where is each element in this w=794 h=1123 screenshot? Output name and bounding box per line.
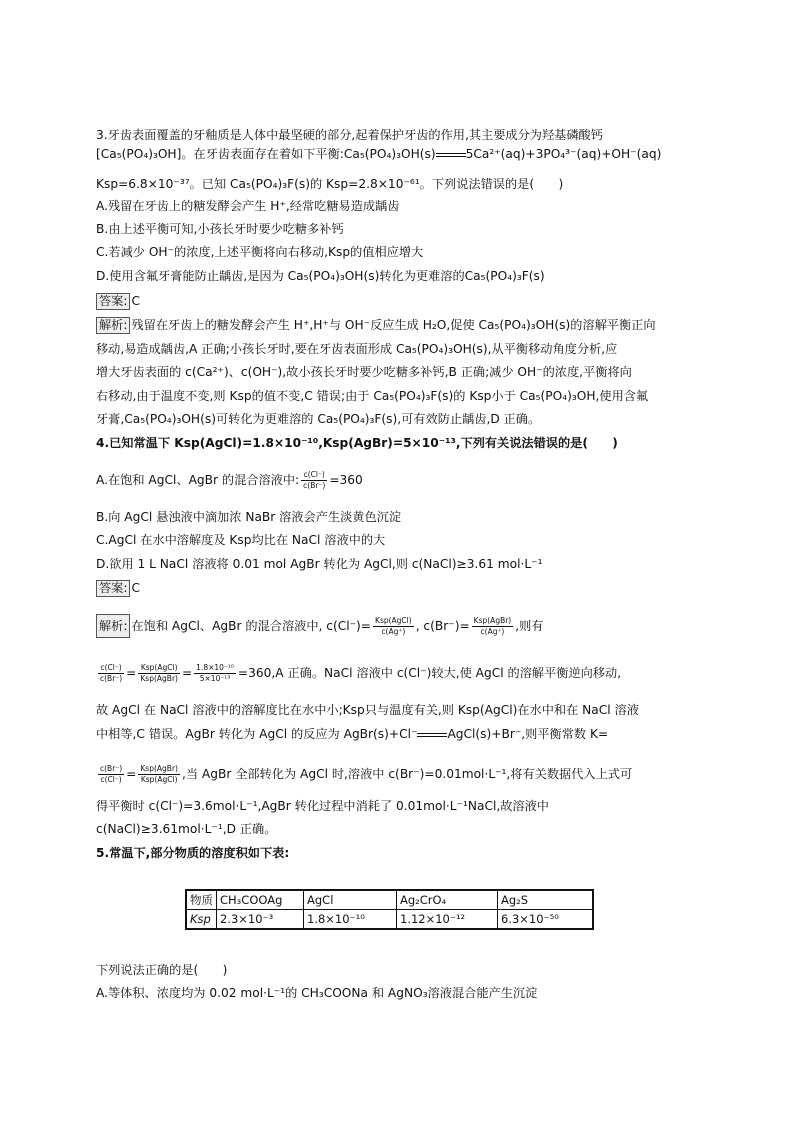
q4-analysis-line3: 故 AgCl 在 NaCl 溶液中的溶解度比在水中小;Ksp只与温度有关,则 Ksp(AgCl)在水中和在 NaCl 溶液 [96,703,639,717]
q3-option-b: B.由上述平衡可知,小孩长牙时要少吃糖多补钙 [96,222,344,236]
q3-stem-line3: Ksp=6.8×10⁻³⁷。已知 Ca₅(PO₄)₃F(s)的 Ksp=2.8×10⁻⁶¹。下列说法错误的是( ) [96,177,564,191]
q4-option-d: D.欲用 1 L NaCl 溶液将 0.01 mol AgBr 转化为 AgCl,则 c(NaCl)≥3.61 mol·L⁻¹ [96,557,543,571]
q3-option-d: D.使用含氟牙膏能防止龋齿,是因为 Ca₅(PO₄)₃OH(s)转化为更难溶的Ca₅(PO₄)₃F(s) [96,269,545,283]
equilibrium-arrow-icon [436,151,466,159]
q3-option-a: A.残留在牙齿上的糖发酵会产生 H⁺,经常吃糖易造成龋齿 [96,199,400,213]
ksp-table [185,889,594,930]
table-row-label: Ksp [186,910,217,930]
fraction: $\frac{\text{Ksp(AgBr)}}{c(Ag^+)}$ [473,616,512,636]
table-row [186,910,593,930]
q5-stem: 5.常温下,部分物质的溶度积如下表: [96,846,290,860]
answer-tag: 答案: [96,293,130,310]
q4-option-c: C.AgCl 在水中溶解度及 Ksp均比在 NaCl 溶液中的大 [96,533,386,547]
table-cell: 1.12×10⁻¹² [397,910,498,930]
fraction: $\frac{\text{Ksp(AgCl)}}{c(Ag^+)}$ [375,616,412,636]
q4-analysis-line2: $\frac{c(Cl^-)}{c(Br^-)}$ = $\frac{\text{Ksp(AgCl)}}{\text{Ksp(AgBr)}}$ = $\frac{\text{1.8×10⁻¹⁰}}{\text{5×10⁻¹³}}$ =360,A 正确。NaCl 溶液中 c(Cl⁻)较大,使 AgCl 的溶解平衡逆向移动, [100,663,622,683]
table-cell: 2.3×10⁻³ [217,910,304,930]
q4-analysis-line7: c(NaCl)≥3.61mol·L⁻¹,D 正确。 [96,822,277,836]
fraction: $\frac{\text{1.8×10⁻¹⁰}}{\text{5×10⁻¹³}}$ [196,663,234,683]
q4-stem: 4.已知常温下 Ksp(AgCl)=1.8×10⁻¹⁰,Ksp(AgBr)=5×10⁻¹³,下列有关说法错误的是( ) [96,436,618,450]
table-cell: 1.8×10⁻¹⁰ [304,910,397,930]
table-cell: 6.3×10⁻⁵⁰ [498,910,594,930]
q3-answer: 答案: C [96,293,140,310]
q3-stem-line1: 3.牙齿表面覆盖的牙釉质是人体中最坚硬的部分,起着保护牙齿的作用,其主要成分为羟基磷酸钙 [96,128,603,142]
fraction: $\frac{\text{Ksp(AgBr)}}{\text{Ksp(AgCl)}}$ [140,764,178,784]
q4-analysis-line4: 中相等,C 错误。AgBr 转化为 AgCl 的反应为 AgBr(s)+Cl⁻ AgCl(s)+Br⁻,则平衡常数 K= [96,727,609,741]
q3-analysis-line5: 牙膏,Ca₅(PO₄)₃OH(s)可转化为更难溶的 Ca₅(PO₄)₃F(s),可有效防止龋齿,D 正确。 [96,412,541,426]
analysis-tag: 解析: [96,317,130,334]
table-header-cell: 物质 [186,890,217,910]
table-header-cell: AgCl [304,890,397,910]
q4-option-a: A.在饱和 AgCl、AgBr 的混合溶液中: $\frac{c(Cl^-)}{c(Br^-)}$ =360 [96,470,363,490]
equilibrium-arrow-icon [417,731,447,739]
q4-answer: 答案: C [96,580,140,597]
fraction: $\frac{c(Br^-)}{c(Cl^-)}$ [100,764,123,784]
q3-analysis-line4: 右移动,由于温度不变,则 Ksp的值不变,C 错误;由于 Ca₅(PO₄)₃F(s)的 Ksp小于 Ca₅(PO₄)₃OH,使用含氟 [96,389,649,403]
fraction: $\frac{c(Cl^-)}{c(Br^-)}$ [100,663,123,683]
q3-analysis-line3: 增大牙齿表面的 c(Ca²⁺)、c(OH⁻),故小孩长牙时要少吃糖多补钙,B 正确;减少 OH⁻的浓度,平衡将向 [96,365,632,379]
q5-question: 下列说法正确的是( ) [96,963,228,977]
q4-analysis-line5: $\frac{c(Br^-)}{c(Cl^-)}$ = $\frac{\text{Ksp(AgBr)}}{\text{Ksp(AgCl)}}$ ,当 AgBr 全部转化为 AgCl 时,溶液中 c(Br⁻)=0.01mol·L⁻¹,将有关数据代入上式可 [100,764,633,784]
table-header-cell: CH₃COOAg [217,890,304,910]
q4-option-b: B.向 AgCl 悬浊液中滴加浓 NaBr 溶液会产生淡黄色沉淀 [96,510,402,524]
q4-analysis-line6: 得平衡时 c(Cl⁻)=3.6mol·L⁻¹,AgBr 转化过程中消耗了 0.01mol·L⁻¹NaCl,故溶液中 [96,799,549,813]
analysis-tag: 解析: [96,614,130,638]
fraction: $\frac{\text{Ksp(AgCl)}}{\text{Ksp(AgBr)}}$ [140,663,178,683]
q4-analysis-line1: 解析: 在饱和 AgCl、AgBr 的混合溶液中, c(Cl⁻)= $\frac{\text{Ksp(AgCl)}}{c(Ag^+)}$ , c(Br⁻)= $\frac{\text{Ksp(AgBr)}}{c(Ag^+)}$ ,则有 [96,614,543,638]
fraction: $\frac{c(Cl^-)}{c(Br^-)}$ [303,470,326,490]
q3-stem-line2: [Ca₅(PO₄)₃OH]。在牙齿表面存在着如下平衡:Ca₅(PO₄)₃OH(s) 5Ca²⁺(aq)+3PO₄³⁻(aq)+OH⁻(aq) [96,147,662,161]
answer-tag: 答案: [96,580,130,597]
q3-analysis-line1: 解析: 残留在牙齿上的糖发酵会产生 H⁺,H⁺与 OH⁻反应生成 H₂O,促使 Ca₅(PO₄)₃OH(s)的溶解平衡正向 [96,317,656,334]
q3-analysis-line2: 移动,易造成龋齿,A 正确;小孩长牙时,要在牙齿表面形成 Ca₅(PO₄)₃OH(s),从平衡移动角度分析,应 [96,342,618,356]
table-header-row [186,890,593,910]
q3-option-c: C.若减少 OH⁻的浓度,上述平衡将向右移动,Ksp的值相应增大 [96,245,424,259]
table-header-cell: Ag₂CrO₄ [397,890,498,910]
q5-option-a: A.等体积、浓度均为 0.02 mol·L⁻¹的 CH₃COONa 和 AgNO₃溶液混合能产生沉淀 [96,986,538,1000]
table-header-cell: Ag₂S [498,890,594,910]
